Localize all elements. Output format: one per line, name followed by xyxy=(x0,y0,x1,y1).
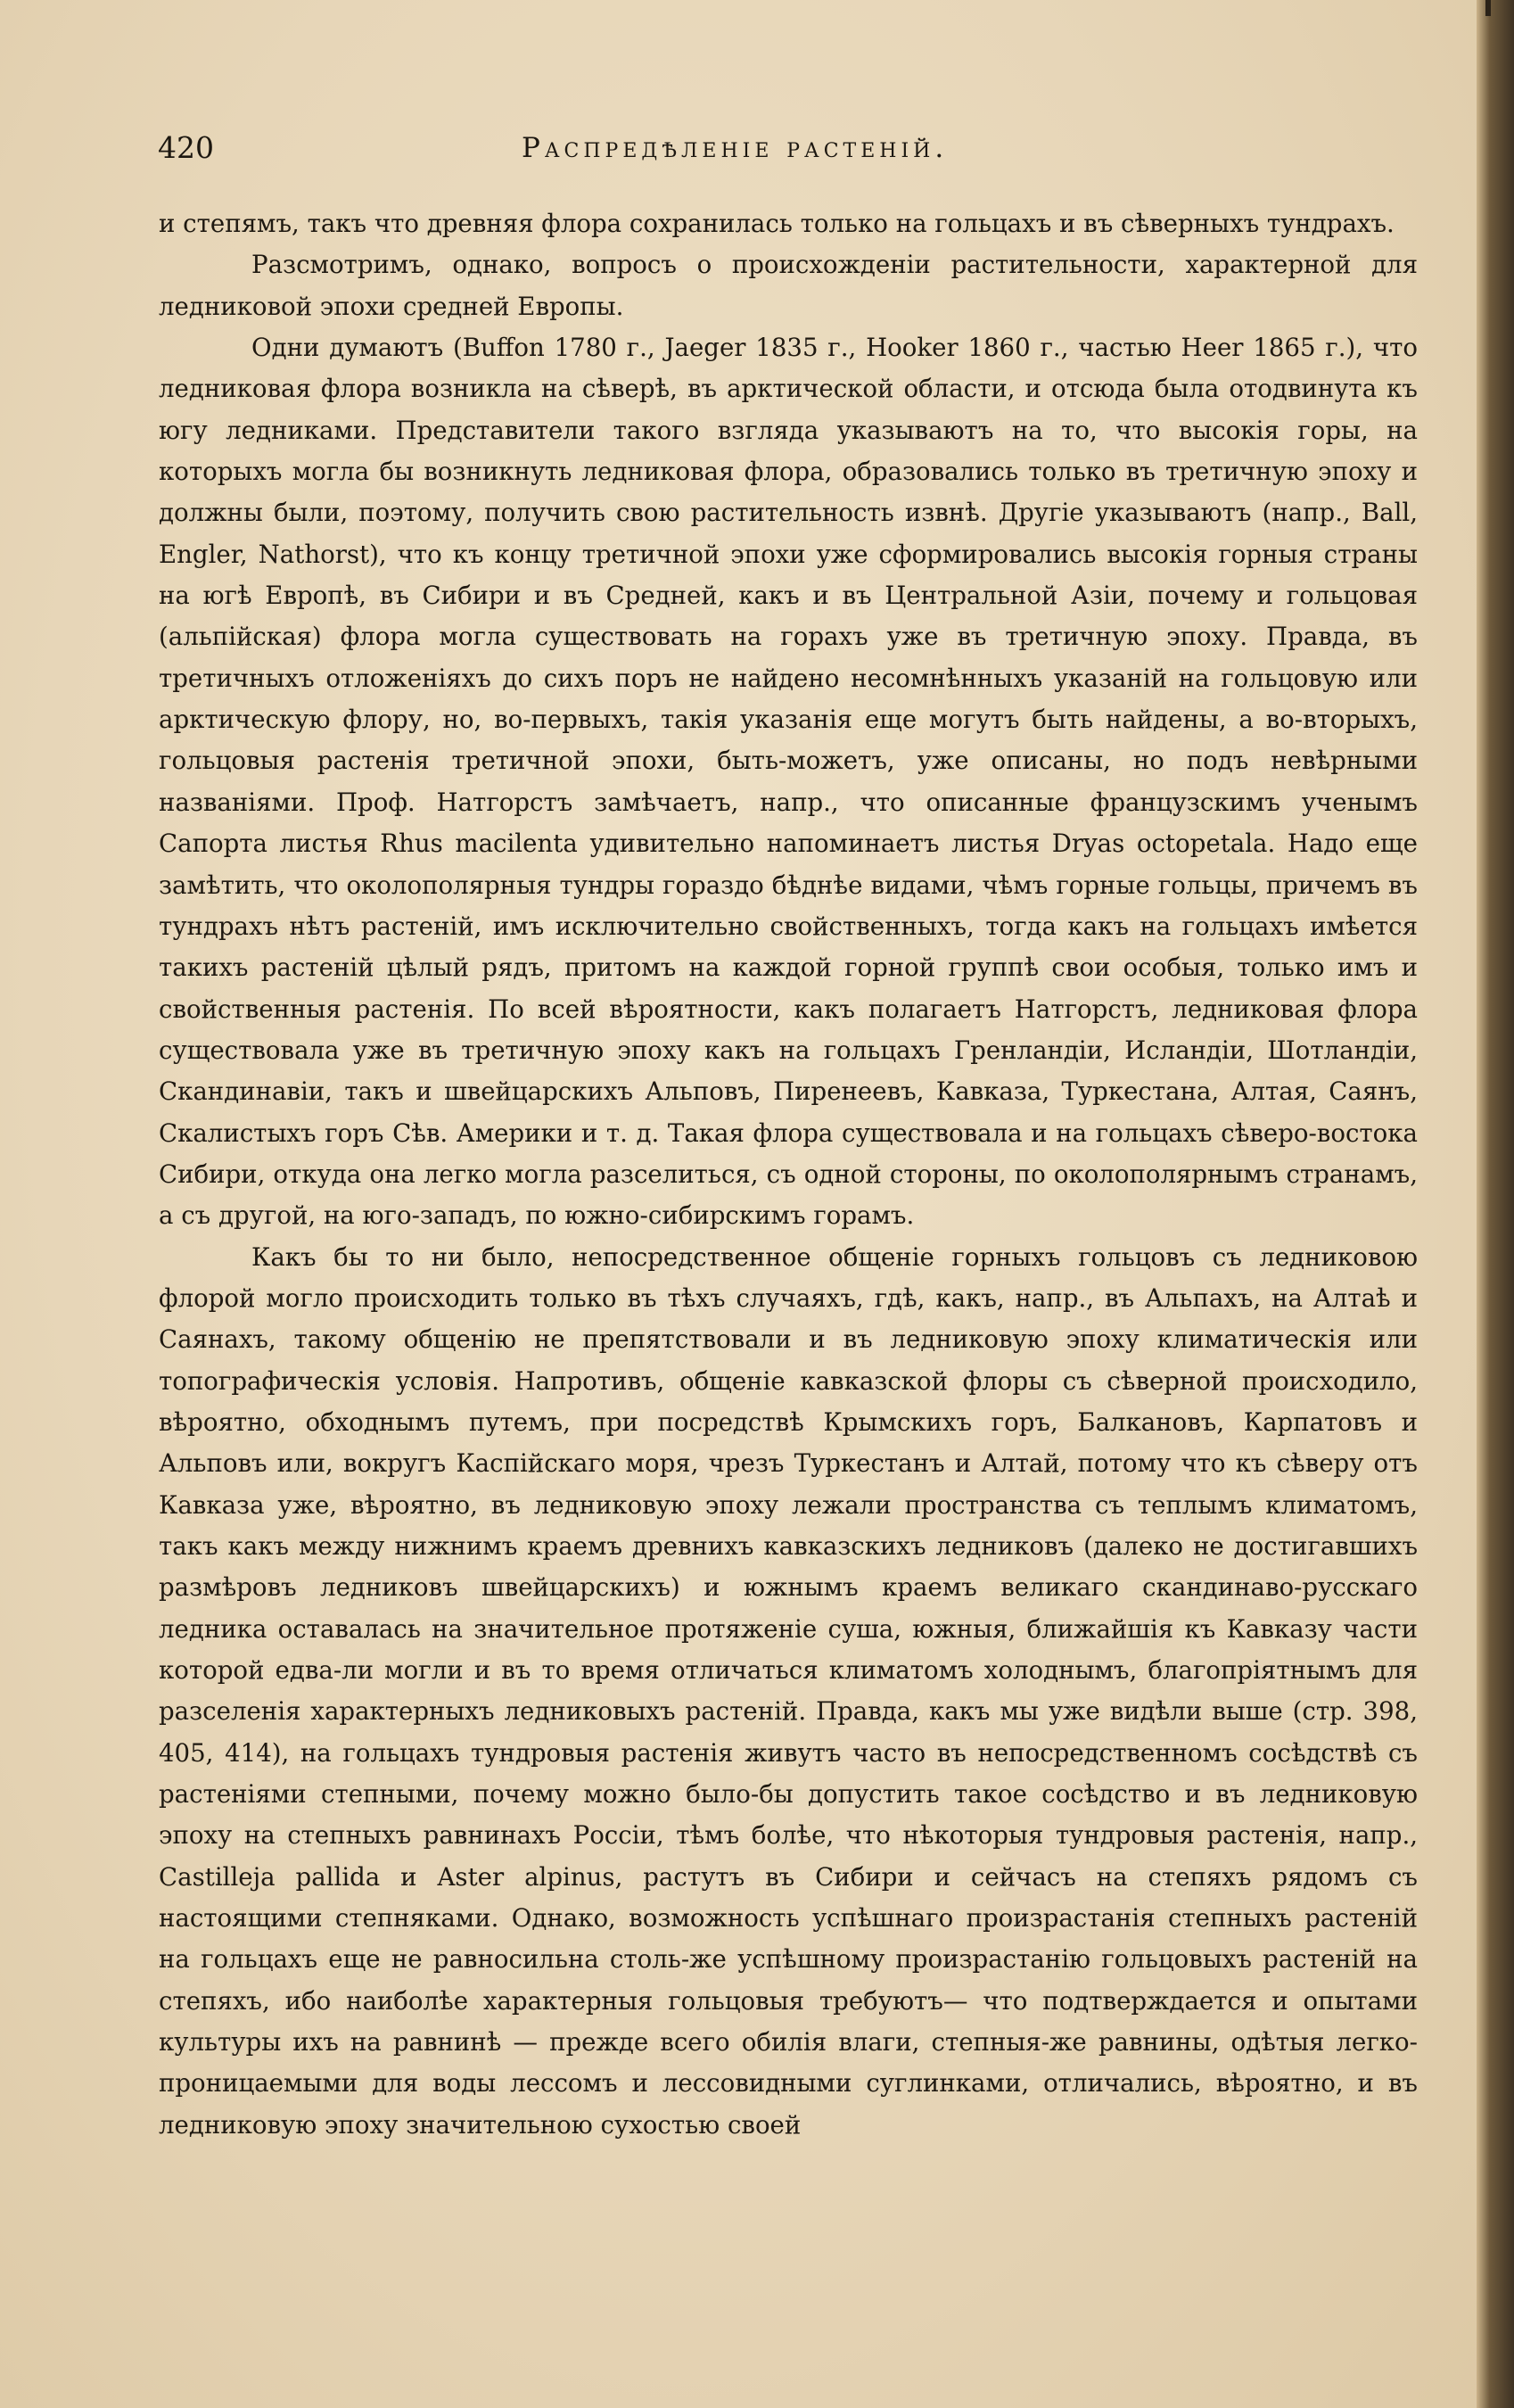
book-edge xyxy=(1477,0,1514,2408)
paragraph: Какъ бы то ни было, непосредственное общеніе горныхъ гольцовъ съ ледниковою флорой могло происходить только въ тѣхъ случаяхъ, гдѣ, какъ, напр., въ Альпахъ, на Алтаѣ и Саянахъ, такому общенію не препятствовали и въ ледниковую эпоху климатическія или топографическія условія. Напротивъ, общеніе кавказской флоры съ сѣверной происходило, вѣроятно, обходнымъ путемъ, при посредствѣ Крымскихъ горъ, Балкановъ, Карпатовъ и Альповъ или, вокругъ Каспійскаго моря, чрезъ Туркестанъ и Алтай, потому что къ сѣверу отъ Кавказа уже, вѣроятно, въ ледниковую эпоху лежали пространства съ теплымъ климатомъ, такъ какъ между нижнимъ краемъ древнихъ кавказскихъ ледниковъ (далеко не достигавшихъ размѣровъ ледниковъ швейцарскихъ) и южнымъ краемъ великаго скандинаво-русскаго ледника оставалась на значительное протяженіе суша, южныя, ближайшія къ Кавказу части которой едва-ли могли и въ то время отличаться климатомъ холоднымъ, благопріятнымъ для разселенія характерныхъ ледниковыхъ растеній. Правда, какъ мы уже видѣли выше (стр. 398, 405, 414), на гольцахъ тундровыя растенія живутъ часто въ непосредственномъ сосѣдствѣ съ растеніями степными, почему можно было-бы допустить такое сосѣдство и въ ледниковую эпоху на степныхъ равнинахъ Россіи, тѣмъ болѣе, что нѣкоторыя тундровыя растенія, напр., Castilleja pallida и Aster alpinus, растутъ въ Сибири и сейчасъ на степяхъ рядомъ съ настоящими степняками. Однако, возможность успѣшнаго произрастанія степныхъ растеній на гольцахъ еще не равносильна столь-же успѣшному произрастанію гольцовыхъ растеній на степяхъ, ибо наиболѣе характерныя гольцовыя требуютъ— что подтверждается и опытами культуры ихъ на равнинѣ — прежде всего обилія влаги, степныя-же равнины, одѣтыя легко-проницаемыми для воды лессомъ и лессовидными суглинками, отличались, вѣроятно, и въ ледниковую эпоху значительною сухостью своей xyxy=(159,1241,1418,2140)
running-title: Распредѣленіе растеній. xyxy=(522,132,949,164)
paragraph-continuation: и степямъ, такъ что древняя флора сохранилась только на гольцахъ и въ сѣверныхъ тундрахъ. xyxy=(159,209,1395,238)
page-number: 420 xyxy=(158,130,214,165)
running-head xyxy=(156,125,1420,178)
paragraph: Разсмотримъ, однако, вопросъ о происхожденіи растительности, характерной для ледниковой эпохи средней Европы. xyxy=(159,250,1418,321)
paragraph: Одни думаютъ (Buffon 1780 г., Jaeger 1835 г., Hooker 1860 г., частью Heer 1865 г.), что ледниковая флора возникла на сѣверѣ, въ арктической области, и отсюда была отодвинута къ югу ледниками. Представители такого взгляда указываютъ на то, что высокія горы, на которыхъ могла бы возникнуть ледниковая флора, образовались только въ третичную эпоху и должны были, поэтому, получить свою растительность извнѣ. Другіе указываютъ (напр., Ball, Engler, Nathorst), что къ концу третичной эпохи уже сформировались высокія горныя страны на югѣ Европѣ, въ Сибири и въ Средней, какъ и въ Центральной Азіи, почему и гольцовая (альпійская) флора могла существовать на горахъ уже въ третичную эпоху. Правда, въ третичныхъ отложеніяхъ до сихъ поръ не найдено несомнѣнныхъ указаній на гольцовую или арктическую флору, но, во-первыхъ, такія указанія еще могутъ быть найдены, а во-вторыхъ, гольцовыя растенія третичной эпохи, быть-можетъ, уже описаны, но подъ невѣрными названіями. Проф. Натгорстъ замѣчаетъ, напр., что описанные французскимъ ученымъ Сапорта листья Rhus macilenta удивительно напоминаетъ листья Dryas octopetala. Надо еще замѣтить, что околополярныя тундры гораздо бѣднѣе видами, чѣмъ горные гольцы, причемъ въ тундрахъ нѣтъ растеній, имъ исключительно свойственныхъ, тогда какъ на гольцахъ имѣется такихъ растеній цѣлый рядъ, притомъ на каждой горной группѣ свои особыя, только имъ и свойственныя растенія. По всей вѣроятности, какъ полагаетъ Натгорстъ, ледниковая флора существовала уже въ третичную эпоху какъ на гольцахъ Гренландіи, Исландіи, Шотландіи, Скандинавіи, такъ и швейцарскихъ Альповъ, Пиренеевъ, Кавказа, Туркестана, Алтая, Саянъ, Скалистыхъ горъ Сѣв. Америки и т. д. Такая флора существовала и на гольцахъ сѣверо-востока Сибири, откуда она легко могла разселиться, съ одной стороны, по околополярнымъ странамъ, а съ другой, на юго-западъ, по южно-сибирскимъ горамъ. xyxy=(159,333,1418,1231)
body-text xyxy=(159,203,1418,2146)
binding-mark xyxy=(1485,0,1491,16)
